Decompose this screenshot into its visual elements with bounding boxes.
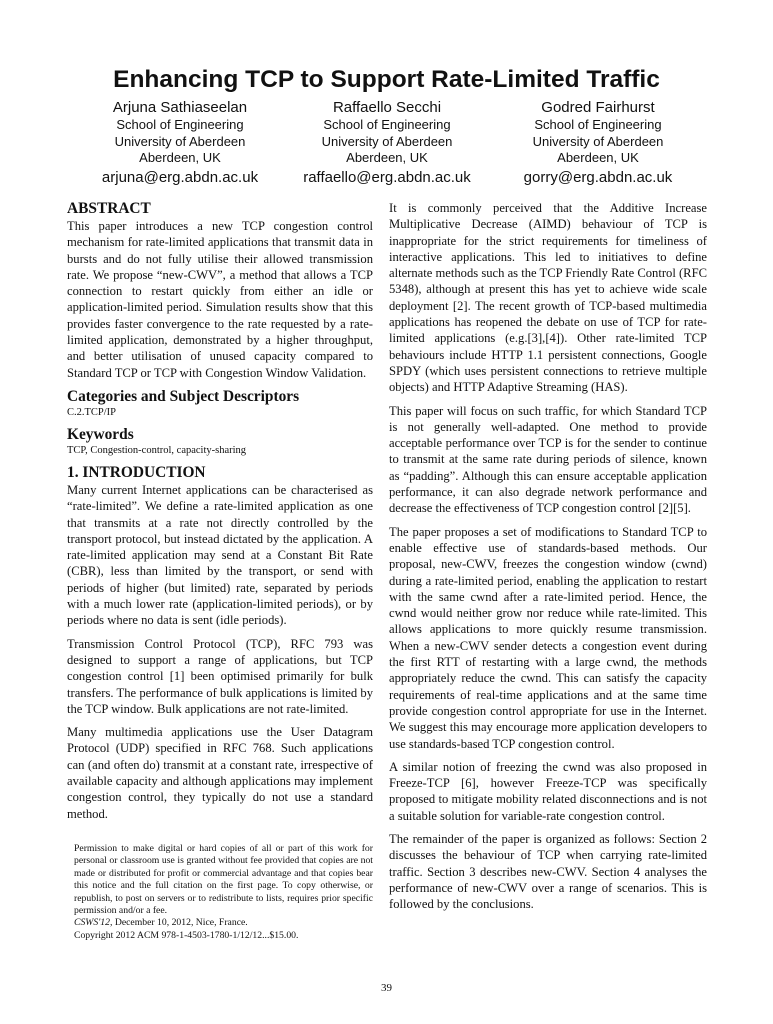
author-block: [488, 98, 708, 188]
author-dept: School of Engineering: [323, 117, 451, 132]
author-univ: University of Aberdeen: [321, 133, 453, 149]
categories-text: C.2.TCP/IP: [67, 406, 117, 418]
paragraph: This paper will focus on such traffic, for which Standard TCP is not generally well-adapted. One method to provide acceptable performance over TCP is for the sender to continue to transmit at the same rate during periods of silence, known as “padding”. Although this can ensure acceptable application performance, it can also degrade network performance and decrease the effectiveness of TCP congestion control [2][5].: [389, 403, 707, 516]
keywords-heading: Keywords: [67, 425, 134, 443]
author-email: raffaello@erg.abdn.ac.uk: [303, 168, 471, 186]
paragraph: The remainder of the paper is organized as follows: Section 2 discusses the behaviour of TCP when carrying rate-limited traffic. Section 3 describes new-CWV. Section 4 analyses the performance of new-CWV over a range of scenarios. This is followed by the conclusions.: [389, 831, 707, 912]
venue-name: CSWS'12,: [74, 917, 113, 929]
paragraph: It is commonly perceived that the Additive Increase Multiplicative Decrease (AIMD) behaviour of TCP is inappropriate for the strict requirements for timeliness of interactive applications. This led to initiatives to define alternate methods such as the TCP Friendly Rate Control (RFC 5348), although at present this has yet to achieve wide scale deployment [2]. The recent growth of TCP-based multimedia applications has reopened the debate on use of TCP for rate-limited applications (e.g.[3],[4]). Other rate-limited TCP behaviours include HTTP 1.1 persistent connections, Google SPDY (which uses persistent connections to retrieve multiple objects) and HTTP Adaptive Streaming (HAS).: [389, 201, 707, 395]
author-city: Aberdeen, UK: [139, 150, 221, 165]
author-block: [70, 98, 290, 188]
two-column-body: [0, 200, 773, 942]
paragraph: The paper proposes a set of modifications to Standard TCP to enable effective use of standards-based methods. Our proposal, new-CWV, freezes the congestion window (cwnd) during a rate-limited period, enabling the application to restart with the same cwnd after a rate-limited period. Hence, the cwnd would neither grow nor reduce while rate-limited. This allows applications to more quickly resume transmission. When a new-CWV sender detects a congestion event during the first RTT of restarting with a large cwnd, the methods appropriately reduce the cwnd. This can satisfy the capacity requirements of real-time applications and at the same time provide congestion control appropriate for use in the Internet. We suggest this may encourage more application developers to use standards-based TCP congestion control.: [389, 524, 707, 751]
keywords-text: TCP, Congestion-control, capacity-sharing: [67, 444, 247, 456]
author-dept: School of Engineering: [116, 117, 244, 132]
abstract-heading: ABSTRACT: [67, 200, 151, 217]
venue-line: [74, 917, 373, 929]
author-dept: School of Engineering: [534, 117, 662, 132]
introduction-heading: 1. INTRODUCTION: [67, 463, 206, 481]
venue-details: December 10, 2012, Nice, France.: [112, 917, 248, 929]
author-city: Aberdeen, UK: [557, 150, 639, 165]
paragraph: Many multimedia applications use the User Datagram Protocol (UDP) specified in RFC 768. Such applications can (and often do) transmit at a constant rate, irrespective of available capacity and although applications may implement congestion control, they typically do not use a standard method.: [67, 725, 373, 821]
author-name: Raffaello Secchi: [332, 99, 442, 116]
copyright-line: Copyright 2012 ACM 978-1-4503-1780-1/12/12...$15.00.: [74, 929, 299, 941]
paper-header: [0, 0, 773, 196]
right-column: [389, 200, 707, 942]
left-column: [67, 200, 373, 942]
author-univ: University of Aberdeen: [532, 133, 664, 149]
permission-notice: Permission to make digital or hard copies of all or part of this work for personal or classroom use is granted without fee provided that copies are not made or distributed for profit or commercial advantage and that copies bear this notice and the full citation on the first page. To copy otherwise, or republish, to post on servers or to redistribute to lists, requires prior specific permission and/or a fee.: [74, 842, 373, 916]
author-name: Godred Fairhurst: [541, 99, 655, 116]
page-number: 39: [381, 982, 392, 995]
author-block: [277, 98, 497, 188]
copyright-footnote: [67, 829, 373, 942]
abstract-text: This paper introduces a new TCP congestion control mechanism for rate-limited applications that transmit data in bursts and do not fully utilise their allowed transmission rate. We propose “new-CWV”, a method that allows a TCP connection to restart quickly from either an idle or application-limited period. Simulation results show that this provides faster convergence to the rate requested by a rate-limited application, demonstrated by a higher throughput, and better utilisation of unused capacity compared to Standard TCP or TCP with Congestion Window Validation.: [67, 219, 373, 380]
paragraph: Transmission Control Protocol (TCP), RFC 793 was designed to support a range of applications, but TCP congestion control [1] been optimised primarily for bulk transfers. The performance of bulk applications is limited by the TCP window. Bulk applications are not rate-limited.: [67, 636, 373, 716]
author-email: gorry@erg.abdn.ac.uk: [523, 168, 673, 186]
author-univ: University of Aberdeen: [114, 133, 246, 149]
author-email: arjuna@erg.abdn.ac.uk: [101, 168, 259, 186]
paragraph: Many current Internet applications can be characterised as “rate-limited”. We define a rate-limited application as one that transmits at a rate not directly controlled by the transport protocol, but instead dictated by the application. A rate-limited application may send at a Constant Bit Rate (CBR), less than limited by the transport, or send with periods of higher (but limited) rate, separated by periods with a much lower rate (application-limited periods), or by periods where no data is sent (idle periods).: [67, 482, 373, 628]
author-city: Aberdeen, UK: [346, 150, 428, 165]
categories-heading: Categories and Subject Descriptors: [67, 387, 300, 405]
author-name: Arjuna Sathiaseelan: [112, 99, 248, 116]
paragraph: A similar notion of freezing the cwnd was also proposed in Freeze-TCP [6], however Freeze-TCP was specifically proposed to mitigate mobility related disconnections and is not a suitable solution for variable-rate congestion control.: [389, 759, 707, 823]
paper-title: Enhancing TCP to Support Rate-Limited Traffic: [113, 66, 660, 93]
